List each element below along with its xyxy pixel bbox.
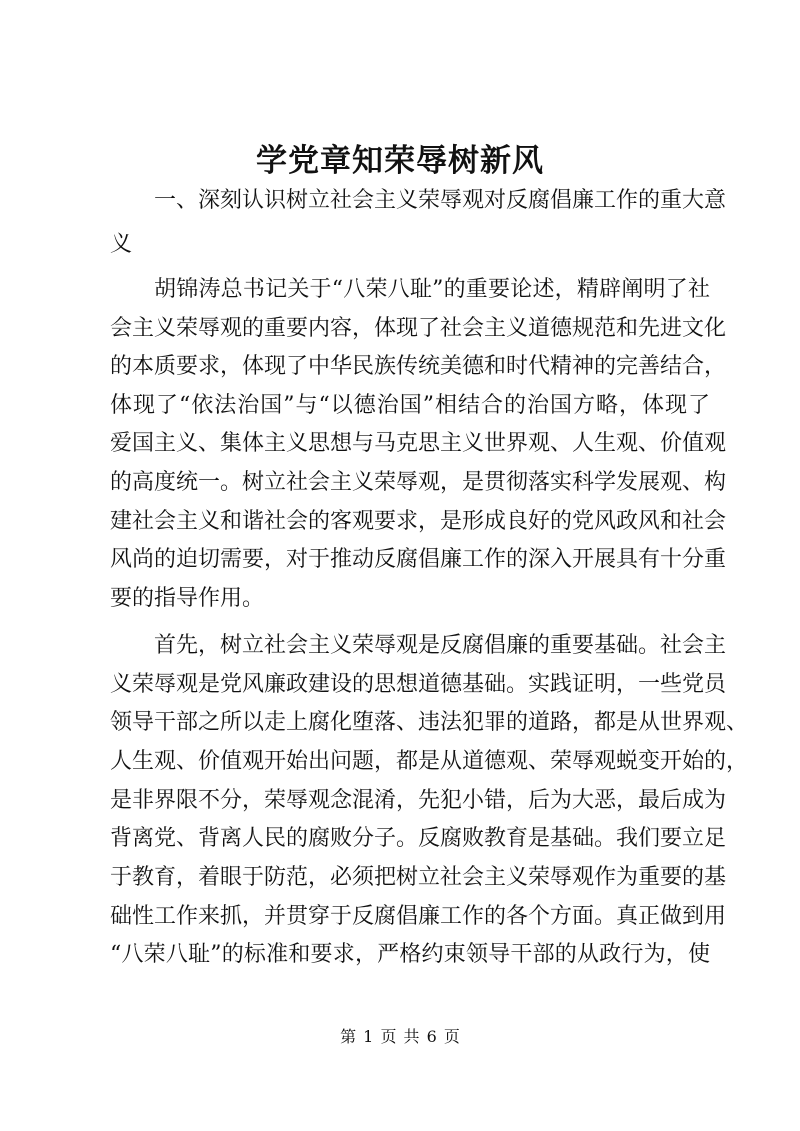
paragraph-line: 领导干部之所以走上腐化堕落、违法犯罪的道路，都是从世界观、: [110, 710, 749, 735]
paragraph-line: 建社会主义和谐社会的客观要求，是形成良好的党风政风和社会: [110, 509, 727, 534]
page-footer: 第 1 页 共 6 页: [340, 1027, 460, 1046]
paragraph-line: 要的指导作用。: [110, 586, 265, 611]
paragraph-line: 人生观、价值观开始出问题，都是从道德观、荣辱观蜕变开始的，: [110, 749, 749, 774]
heading-line: 一、深刻认识树立社会主义荣辱观对反腐倡廉工作的重大意: [154, 188, 727, 213]
paragraph-line: “八荣八耻”的标准和要求，严格约束领导干部的从政行为，使: [110, 942, 710, 967]
paragraph-line: 础性工作来抓，并贯穿于反腐倡廉工作的各个方面。真正做到用: [110, 904, 727, 929]
paragraph-line: 于教育，着眼于防范，必须把树立社会主义荣辱观作为重要的基: [110, 865, 727, 890]
heading-line: 义: [110, 232, 133, 257]
paragraph-line: 体现了“依法治国”与“以德治国”相结合的治国方略，体现了: [110, 393, 710, 418]
paragraph-line: 会主义荣辱观的重要内容，体现了社会主义道德规范和先进文化: [110, 316, 727, 341]
paragraph-line: 背离党、背离人民的腐败分子。反腐败教育是基础。我们要立足: [110, 826, 727, 851]
paragraph-line: 义荣辱观是党风廉政建设的思想道德基础。实践证明，一些党员: [110, 672, 727, 697]
paragraph-line: 是非界限不分，荣辱观念混淆，先犯小错，后为大恶，最后成为: [110, 788, 727, 813]
paragraph-line: 风尚的迫切需要，对于推动反腐倡廉工作的深入开展具有十分重: [110, 547, 727, 572]
paragraph-line: 爱国主义、集体主义思想与马克思主义世界观、人生观、价值观: [110, 431, 727, 456]
paragraph-line: 胡锦涛总书记关于“八荣八耻”的重要论述，精辟阐明了社: [154, 277, 710, 302]
document-title: 学党章知荣辱树新风: [256, 143, 544, 179]
paragraph-line: 的本质要求，体现了中华民族传统美德和时代精神的完善结合，: [110, 354, 727, 379]
paragraph-line: 的高度统一。树立社会主义荣辱观，是贯彻落实科学发展观、构: [110, 470, 727, 495]
paragraph-line: 首先，树立社会主义荣辱观是反腐倡廉的重要基础。社会主: [154, 633, 727, 658]
